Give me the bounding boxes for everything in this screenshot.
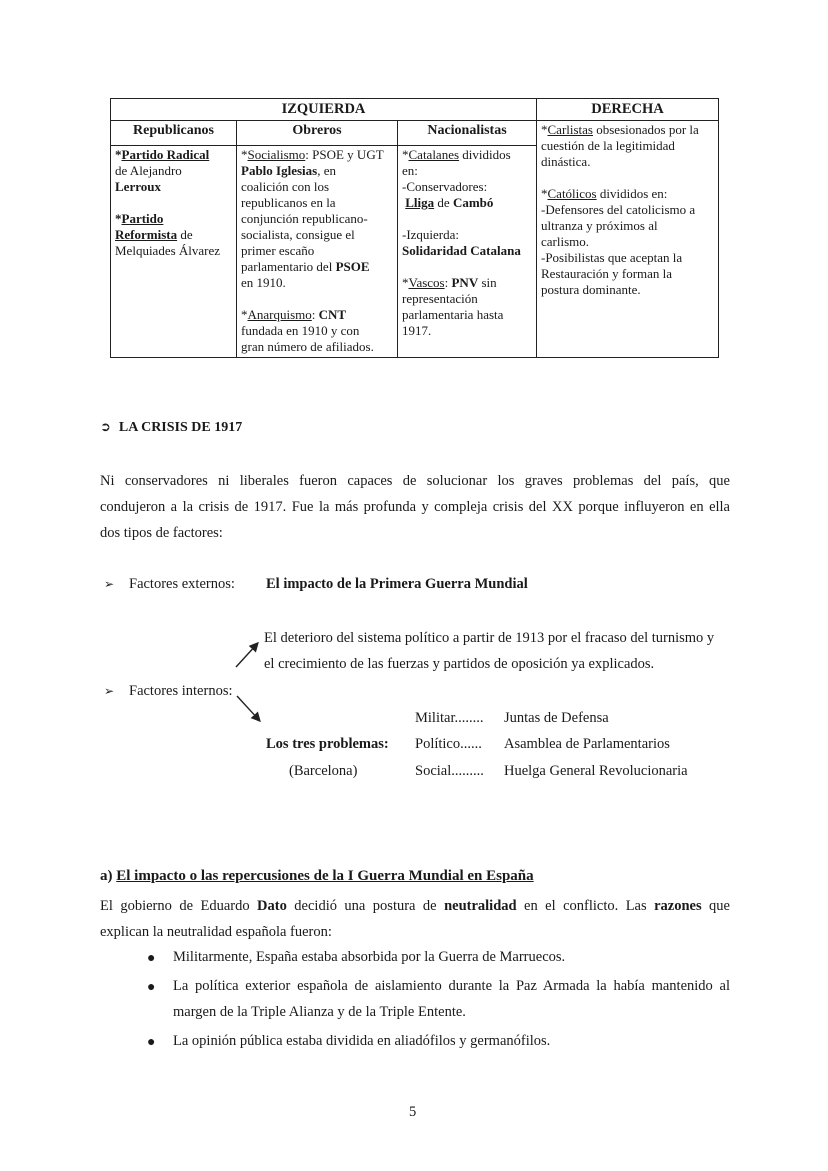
cell-derecha: *Carlistas obsesionados por la cuestión de la legitimidad dinástica. *Católicos divididos en: -Defensores del catolicismo a ultranza y próximos al carlismo. -Posibilistas que aceptan la Restauración y forman la postura dominante. [537,121,719,358]
list-item: La política exterior española de aislamiento durante la Paz Armada la había mantenido al [173,978,730,994]
problems-label: Los tres problemas: [266,736,389,752]
external-factors-label: Factores externos: [129,576,235,592]
barcelona-label: (Barcelona) [289,763,358,779]
bullet-dot: ● [147,980,156,995]
bullet-dot: ● [147,1035,156,1050]
problem-type: Social......... [415,763,484,779]
subheader-republicanos: Republicanos [111,121,237,146]
problem-value: Asamblea de Parlamentarios [504,736,670,752]
subheader-nacionalistas: Nacionalistas [398,121,537,146]
header-izquierda: IZQUIERDA [111,99,537,121]
crisis-heading: ➲ LA CRISIS DE 1917 [100,420,243,435]
section-a-paragraph: El gobierno de Eduardo Dato decidió una postura de neutralidad en el conflicto. Las razones que explican la neutralidad española fueron: [100,898,730,940]
page-number: 5 [409,1104,417,1120]
internal-line-2: el crecimiento de las fuerzas y partidos de oposición ya explicados. [264,656,655,672]
cell-republicanos: *Partido Radical de Alejandro Lerroux *Partido Reformista de Melquiades Álvarez [111,146,237,358]
list-item: La opinión pública estaba dividida en aliadófilos y germanófilos. [173,1033,551,1049]
cell-obreros: *Socialismo: PSOE y UGT Pablo Iglesias, en coalición con los republicanos en la conjunción republicano- socialista, consigue el primer escaño parlamentario del PSOE en 1910. *Anarquismo: CNT fundada en 1910 y con gran número de afiliados. [237,146,398,358]
problem-value: Juntas de Defensa [504,710,609,726]
problem-type: Político...... [415,736,482,752]
internal-factors-label: Factores internos: [129,683,233,699]
list-item-continuation: margen de la Triple Alianza y de la Triple Entente. [173,1004,466,1020]
pointer-bullet-icon: ➢ [104,684,115,698]
header-derecha: DERECHA [537,99,719,121]
problem-value: Huelga General Revolucionaria [504,763,688,779]
subheader-obreros: Obreros [237,121,398,146]
pointer-bullet-icon: ➢ [104,577,115,591]
internal-line-1: El deterioro del sistema político a partir de 1913 por el fracaso del turnismo y [264,630,715,646]
external-factors-value: El impacto de la Primera Guerra Mundial [266,576,528,592]
parties-table [110,98,719,358]
problem-type: Militar........ [415,710,484,726]
section-a-title: a) El impacto o las repercusiones de la I Guerra Mundial en España [100,868,534,884]
branch-arrows-icon [230,636,266,726]
arrow-icon: ➲ [100,420,111,435]
crisis-paragraph: Ni conservadores ni liberales fueron capaces de solucionar los graves problemas del país, que condujeron a la crisis de 1917. Fue la más profunda y compleja crisis del XX porque influyeron en ella dos tipos de factores: [100,473,730,541]
cell-nacionalistas: *Catalanes divididos en: -Conservadores: Lliga de Cambó -Izquierda: Solidaridad Catalana *Vascos: PNV sin representación parlamentaria hasta 1917. [398,146,537,358]
bullet-dot: ● [147,951,156,966]
list-item: Militarmente, España estaba absorbida por la Guerra de Marruecos. [173,949,566,965]
